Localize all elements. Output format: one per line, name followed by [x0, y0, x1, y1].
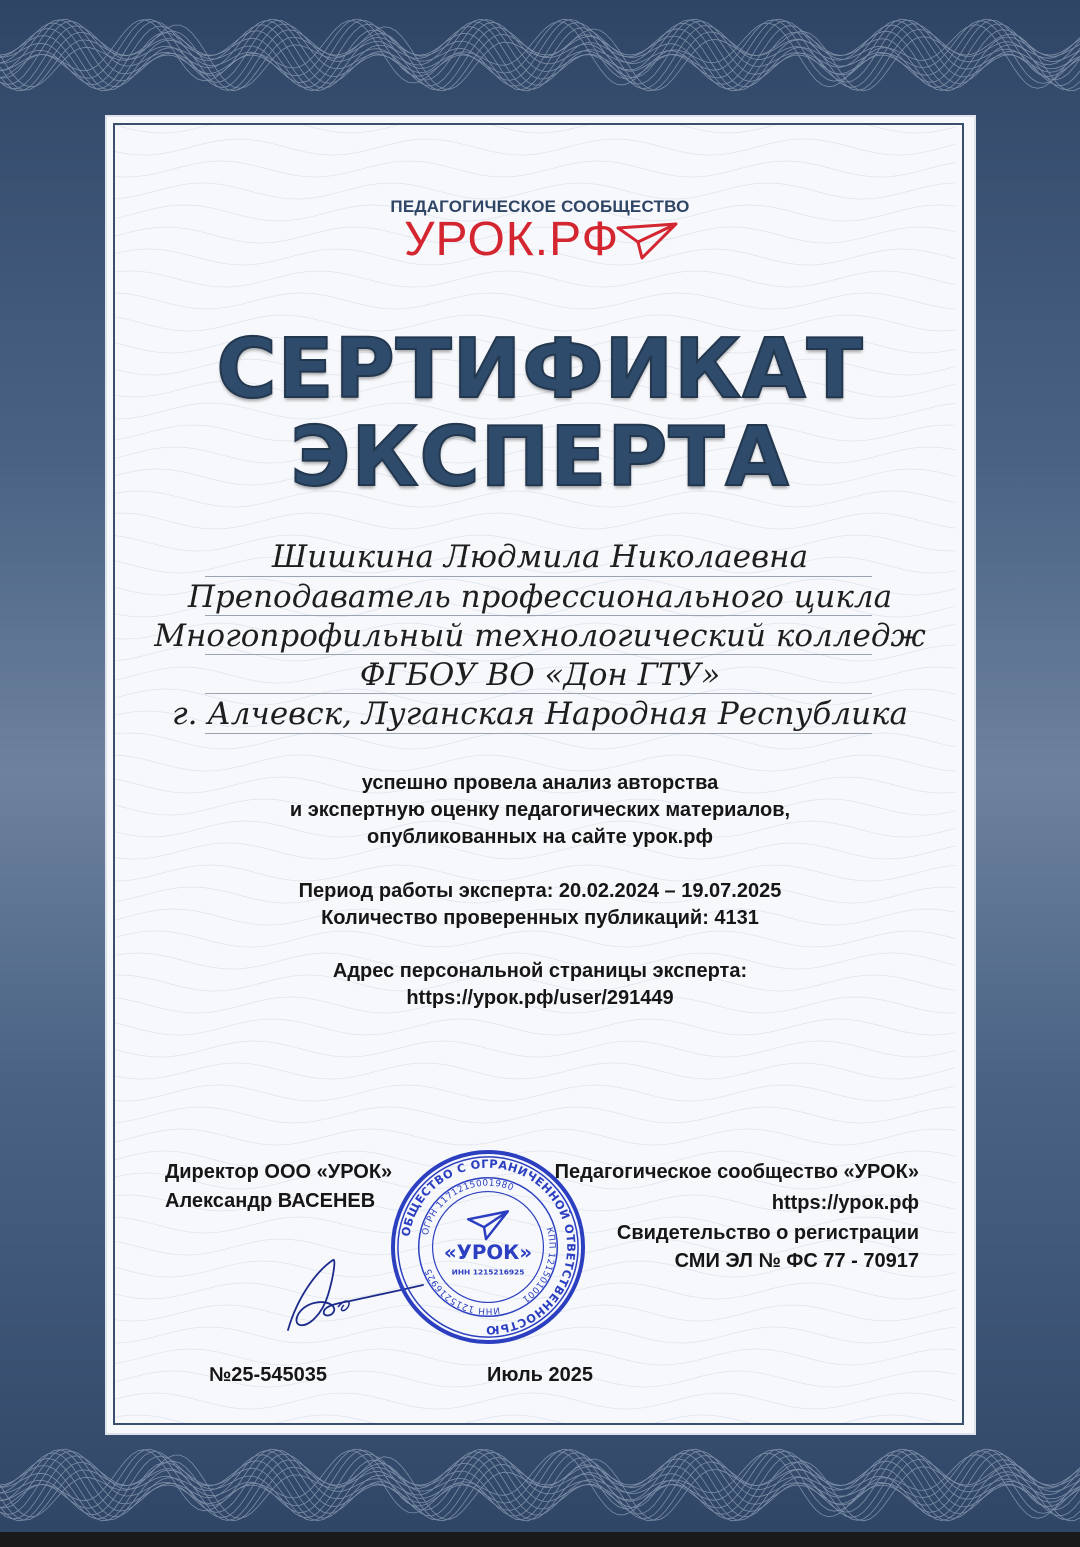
recipient-organization: Многопрофильный технологический колледж	[154, 618, 926, 654]
logo-subtitle: ПЕДАГОГИЧЕСКОЕ СООБЩЕСТВО	[390, 197, 690, 216]
publications-count: Количество проверенных публикаций: 4131	[321, 907, 759, 929]
personal-page-url: https://урок.рф/user/291449	[406, 987, 674, 1009]
recipient-name: Шишкина Людмила Николаевна	[271, 539, 809, 575]
institution-underline	[205, 693, 872, 694]
certificate-title: СЕРТИФИКАТ	[216, 322, 864, 417]
position-underline	[205, 615, 872, 616]
signatory-name: Александр ВАСЕНЕВ	[165, 1190, 376, 1212]
stamp-center-text: «УРОК»	[443, 1240, 533, 1264]
certificate-number: №25-545035	[209, 1364, 327, 1386]
stamp-kpp: КПП 121501001	[519, 1226, 557, 1305]
logo-name: УРОК.РФ	[404, 213, 620, 266]
bottom-strip	[0, 1532, 1080, 1547]
company-stamp	[389, 1148, 587, 1346]
guilloche-band-top	[0, 10, 1080, 100]
location-underline	[205, 733, 872, 734]
recipient-position: Преподаватель профессионального цикла	[187, 579, 893, 615]
stamp-inn-ring: ИНН 1215216925	[423, 1266, 501, 1316]
stamp-plane-icon	[468, 1211, 508, 1239]
certificate-subtitle: ЭКСПЕРТА	[290, 410, 790, 505]
statement-line-3: опубликованных на сайте урок.рф	[367, 826, 713, 848]
statement-line-2: и экспертную оценку педагогических материалов,	[289, 799, 791, 821]
paper-plane-icon	[616, 220, 678, 262]
signatory-role: Директор ООО «УРОК»	[165, 1161, 393, 1183]
guilloche-band-bottom	[0, 1440, 1080, 1530]
registration-label: Свидетельство о регистрации	[616, 1222, 919, 1244]
publisher-name: Педагогическое сообщество «УРОК»	[554, 1161, 919, 1183]
certificate-date: Июль 2025	[487, 1364, 594, 1386]
statement-line-1: успешно провела анализ авторства	[361, 772, 719, 794]
stamp-ring-text: ОБЩЕСТВО С ОГРАНИЧЕННОЙ ОТВЕТСТВЕННОСТЬЮ	[398, 1156, 579, 1338]
recipient-institution: ФГБОУ ВО «Дон ГТУ»	[359, 657, 721, 693]
work-period: Период работы эксперта: 20.02.2024 – 19.07.2025	[298, 880, 782, 902]
personal-page-label: Адрес персональной страницы эксперта:	[332, 960, 748, 982]
stamp-inn: ИНН 1215216925	[451, 1267, 525, 1277]
publisher-url: https://урок.рф	[771, 1192, 919, 1214]
organization-underline	[205, 654, 872, 655]
registration-number: СМИ ЭЛ № ФС 77 - 70917	[674, 1250, 919, 1272]
recipient-location: г. Алчевск, Луганская Народная Республика	[171, 696, 909, 732]
stamp-ogrn: ОГРН 1171215001980	[420, 1178, 516, 1237]
name-underline	[205, 576, 872, 577]
